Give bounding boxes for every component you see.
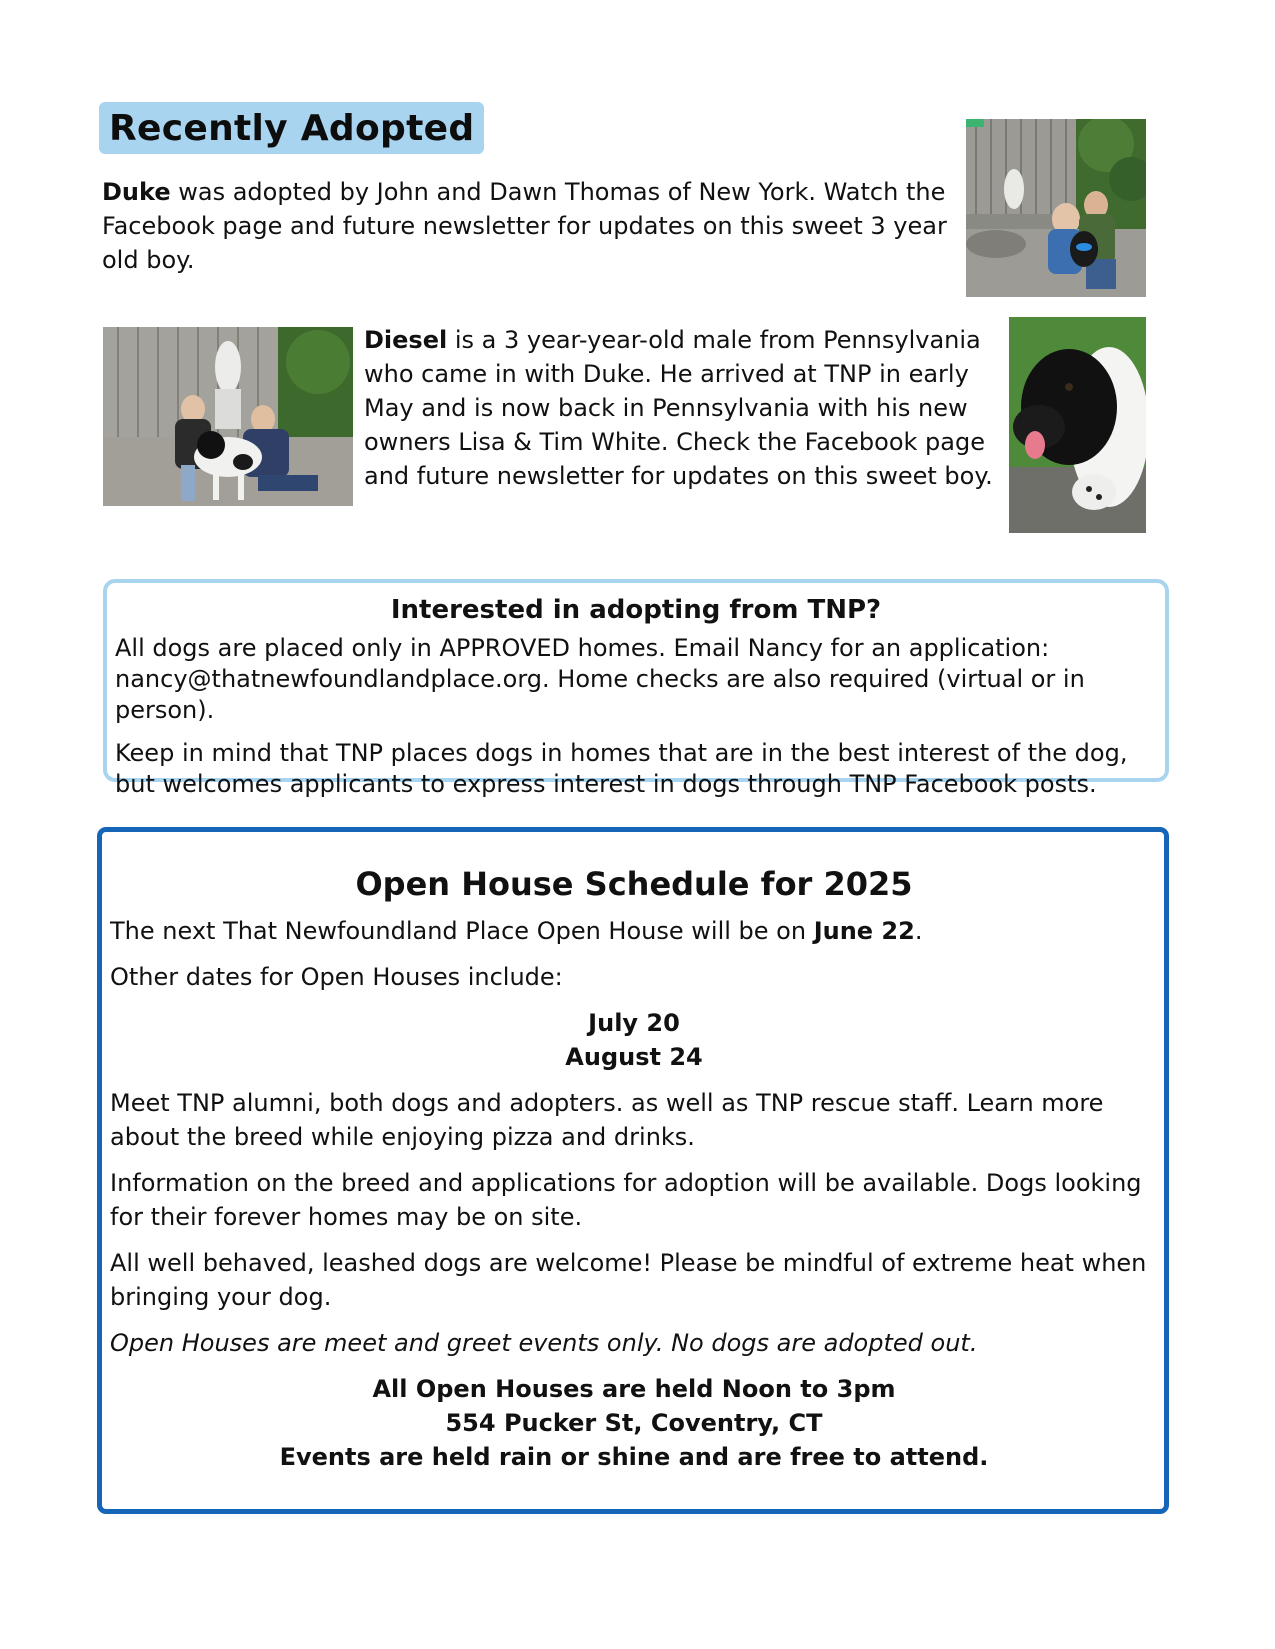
info-paragraph: Information on the breed and applications for adoption will be available. Dogs looking for their forever homes may be on site. — [110, 1169, 1142, 1231]
adoption-info-box — [103, 579, 1169, 798]
adoption-info-title: Interested in adopting from TNP? — [390, 595, 882, 625]
open-house-box — [97, 827, 1169, 1514]
other-dates-intro: Other dates for Open Houses include: — [110, 963, 563, 991]
next-open-house — [110, 914, 1158, 948]
diesel-paragraph — [364, 323, 1004, 493]
diesel-name: Diesel — [364, 326, 448, 354]
page-title — [99, 102, 484, 154]
duke-name: Duke — [102, 178, 171, 206]
footer-weather-note: Events are held rain or shine and are free to attend. — [279, 1443, 989, 1471]
meet-greet-note: Open Houses are meet and greet events only. No dogs are adopted out. — [110, 1329, 978, 1357]
diesel-closeup-photo — [1009, 317, 1146, 533]
other-dates-list — [110, 1006, 1158, 1074]
adoption-info-paragraph-2: Keep in mind that TNP places dogs in homes that are in the best interest of the dog, but welcomes applicants to express interest in dogs through TNP Facebook posts. — [115, 739, 1128, 798]
adoption-info-paragraph-1: All dogs are placed only in APPROVED homes. Email Nancy for an application: nancy@thatnewfoundlandplace.org. Home checks are also required (virtual or in person). — [115, 634, 1085, 724]
dogs-welcome-paragraph: All well behaved, leashed dogs are welcome! Please be mindful of extreme heat when bringing your dog. — [110, 1249, 1147, 1311]
duke-photo — [966, 119, 1146, 297]
duke-paragraph — [102, 175, 957, 277]
meet-paragraph: Meet TNP alumni, both dogs and adopters. as well as TNP rescue staff. Learn more about the breed while enjoying pizza and drinks. — [110, 1089, 1104, 1151]
open-house-title: Open House Schedule for 2025 — [355, 865, 913, 903]
other-date-item: August 24 — [565, 1043, 703, 1071]
next-open-house-prefix: The next That Newfoundland Place Open House will be on — [110, 917, 814, 945]
diesel-photo-with-owners — [103, 327, 353, 506]
open-house-footer — [110, 1372, 1158, 1474]
diesel-text: is a 3 year-year-old male from Pennsylvania who came in with Duke. He arrived at TNP in early May and is now back in Pennsylvania with his new owners Lisa & Tim White. Check the Facebook page and future newsletter for updates on this sweet boy. — [364, 326, 993, 490]
page-title-text: Recently Adopted — [109, 107, 475, 149]
footer-address: 554 Pucker St, Coventry, CT — [445, 1409, 823, 1437]
other-date-item: July 20 — [588, 1009, 680, 1037]
next-open-house-date: June 22 — [813, 917, 915, 945]
next-open-house-suffix: . — [914, 917, 923, 945]
footer-hours: All Open Houses are held Noon to 3pm — [372, 1375, 896, 1403]
duke-text: was adopted by John and Dawn Thomas of New York. Watch the Facebook page and future newsletter for updates on this sweet 3 year old boy. — [102, 178, 947, 274]
